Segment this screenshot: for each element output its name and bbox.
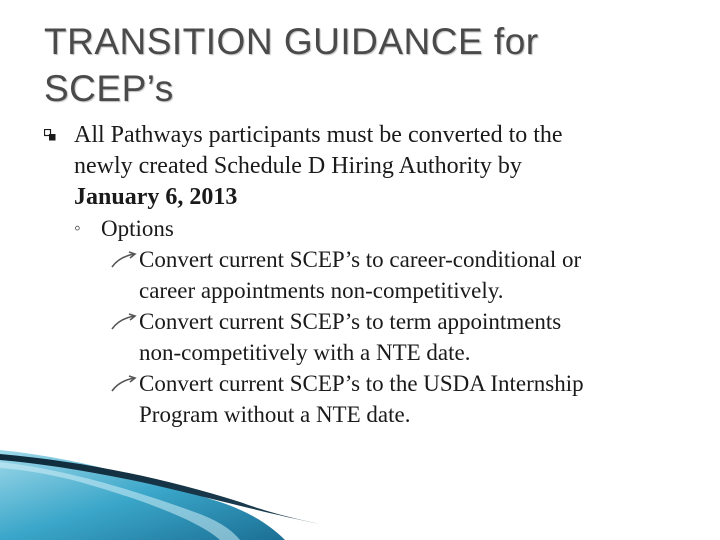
circle-bullet-icon: ◦ [74, 218, 81, 239]
option-3-line-1: Convert current SCEP’s to the USDA Internship [139, 371, 584, 396]
option-2-line-1: Convert current SCEP’s to term appointments [139, 309, 562, 334]
option-2-line-2: non-competitively with a NTE date. [139, 340, 471, 365]
option-3-line-2: Program without a NTE date. [139, 402, 411, 427]
curved-arrow-bullet-icon [110, 251, 138, 269]
bullet-item-1 [44, 120, 704, 213]
title-line-2: SCEP’s [44, 68, 174, 109]
option-list-item [44, 306, 704, 368]
slide-title [44, 18, 684, 112]
decorative-wave-graphic [0, 440, 720, 540]
option-list-item [44, 244, 704, 306]
option-list-item [44, 368, 704, 430]
bullet-text-line-2: newly created Schedule D Hiring Authority by [74, 153, 522, 179]
curved-arrow-bullet-icon [110, 375, 138, 393]
option-1-line-2: career appointments non-competitively. [139, 278, 504, 303]
title-line-1: TRANSITION GUIDANCE for [44, 21, 539, 62]
bullet-date: January 6, 2013 [74, 184, 238, 210]
slide-body [44, 120, 704, 430]
option-1-line-1: Convert current SCEP’s to career-conditional or [139, 247, 582, 272]
bullet-text-line-1: All Pathways participants must be converted to the [74, 122, 563, 148]
options-item [44, 213, 704, 244]
double-square-bullet-icon [44, 129, 56, 141]
curved-arrow-bullet-icon [110, 313, 138, 331]
options-label: Options [101, 216, 174, 241]
